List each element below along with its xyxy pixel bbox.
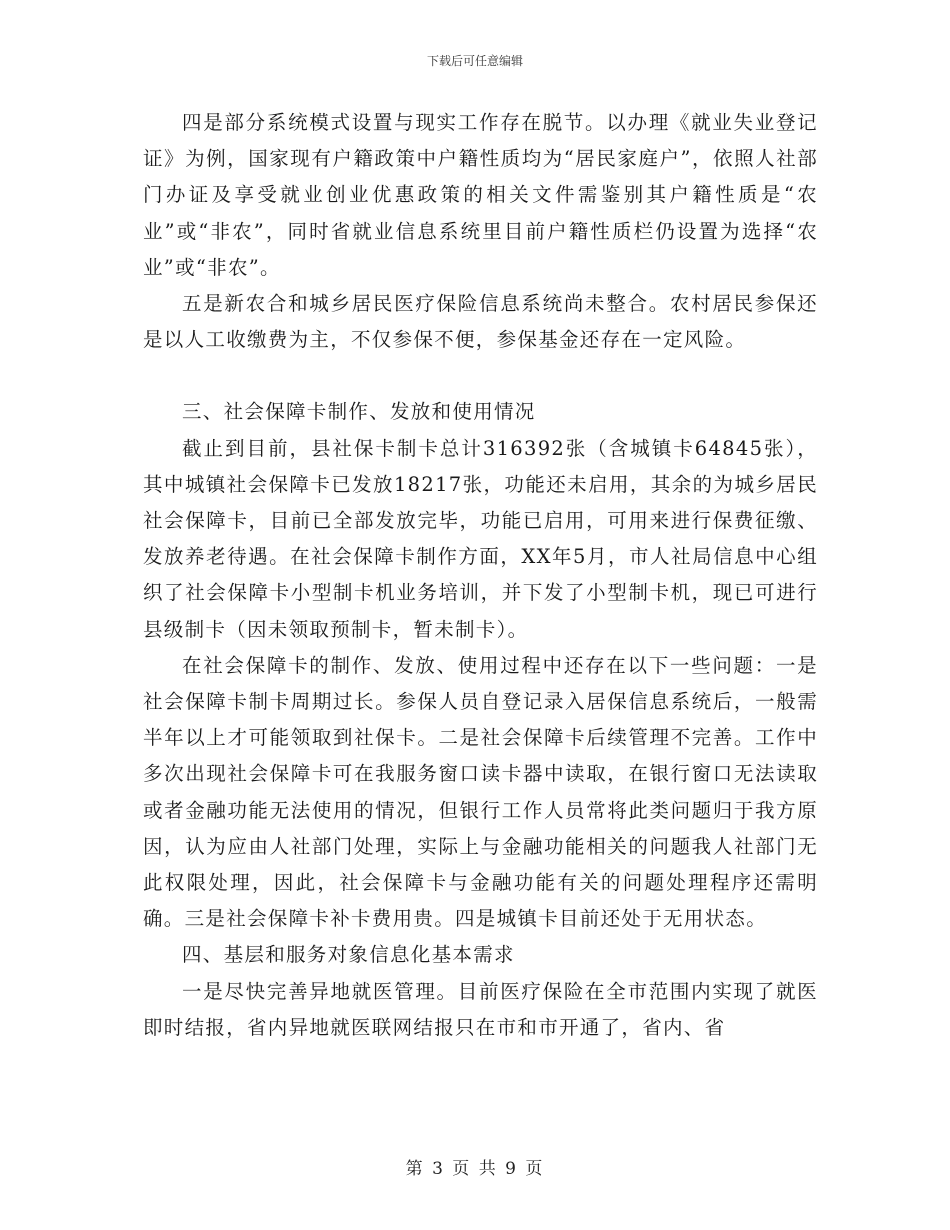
page-number: 第 3 页 共 9 页 <box>405 1159 545 1179</box>
document-body <box>143 105 818 1046</box>
paragraph-card-problems: 在社会保障卡的制作、发放、使用过程中还存在以下一些问题：一是社会保障卡制卡周期过长。参保人员自登记录入居保信息系统后，一般需半年以上才可能领取到社保卡。二是社会保障卡后续管理不完善。工作中多次出现社会保障卡可在我服务窗口读卡器中读取，在银行窗口无法读取或者金融功能无法使用的情况，但银行工作人员常将此类问题归于我方原因，认为应由人社部门处理，实际上与金融功能相关的问题我人社部门无此权限处理，因此，社会保障卡与金融功能有关的问题处理程序还需明确。三是社会保障卡补卡费用贵。四是城镇卡目前还处于无用状态。 <box>143 653 818 931</box>
paragraph-system-mode-issue: 四是部分系统模式设置与现实工作存在脱节。以办理《就业失业登记证》为例，国家现有户籍政策中户籍性质均为“居民家庭户”，依照人社部门办证及享受就业创业优惠政策的相关文件需鉴别其户籍性质是“农业”或“非农”，同时省就业信息系统里目前户籍性质栏仍设置为选择“农业”或“非农”。 <box>143 111 818 279</box>
paragraph-card-issuance-status: 截止到目前，县社保卡制卡总计316392张（含城镇卡64845张），其中城镇社会保障卡已发放18217张，功能还未启用，其余的为城乡居民社会保障卡，目前已全部发放完毕，功能已启用，可用来进行保费征缴、发放养老待遇。在社会保障卡制作方面，XX年5月，市人社局信息中心组织了社会保障卡小型制卡机业务培训，并下发了小型制卡机，现已可进行县级制卡（因未领取预制卡，暂未制卡）。 <box>143 436 818 641</box>
paragraph-remote-medical-needs: 一是尽快完善异地就医管理。目前医疗保险在全市范围内实现了就医即时结报，省内异地就医联网结报只在市和市开通了，省内、省 <box>143 979 818 1039</box>
paragraph-medical-insurance-integration: 五是新农合和城乡居民医疗保险信息系统尚未整合。农村居民参保还是以人工收缴费为主，不仅参保不便，参保基金还存在一定风险。 <box>143 292 818 352</box>
paragraph-gap <box>143 358 818 394</box>
page-header-note: 下载后可任意编辑 <box>426 54 523 68</box>
section-heading-4: 四、基层和服务对象信息化基本需求 <box>182 943 515 967</box>
section-heading-3: 三、社会保障卡制作、发放和使用情况 <box>182 400 536 424</box>
